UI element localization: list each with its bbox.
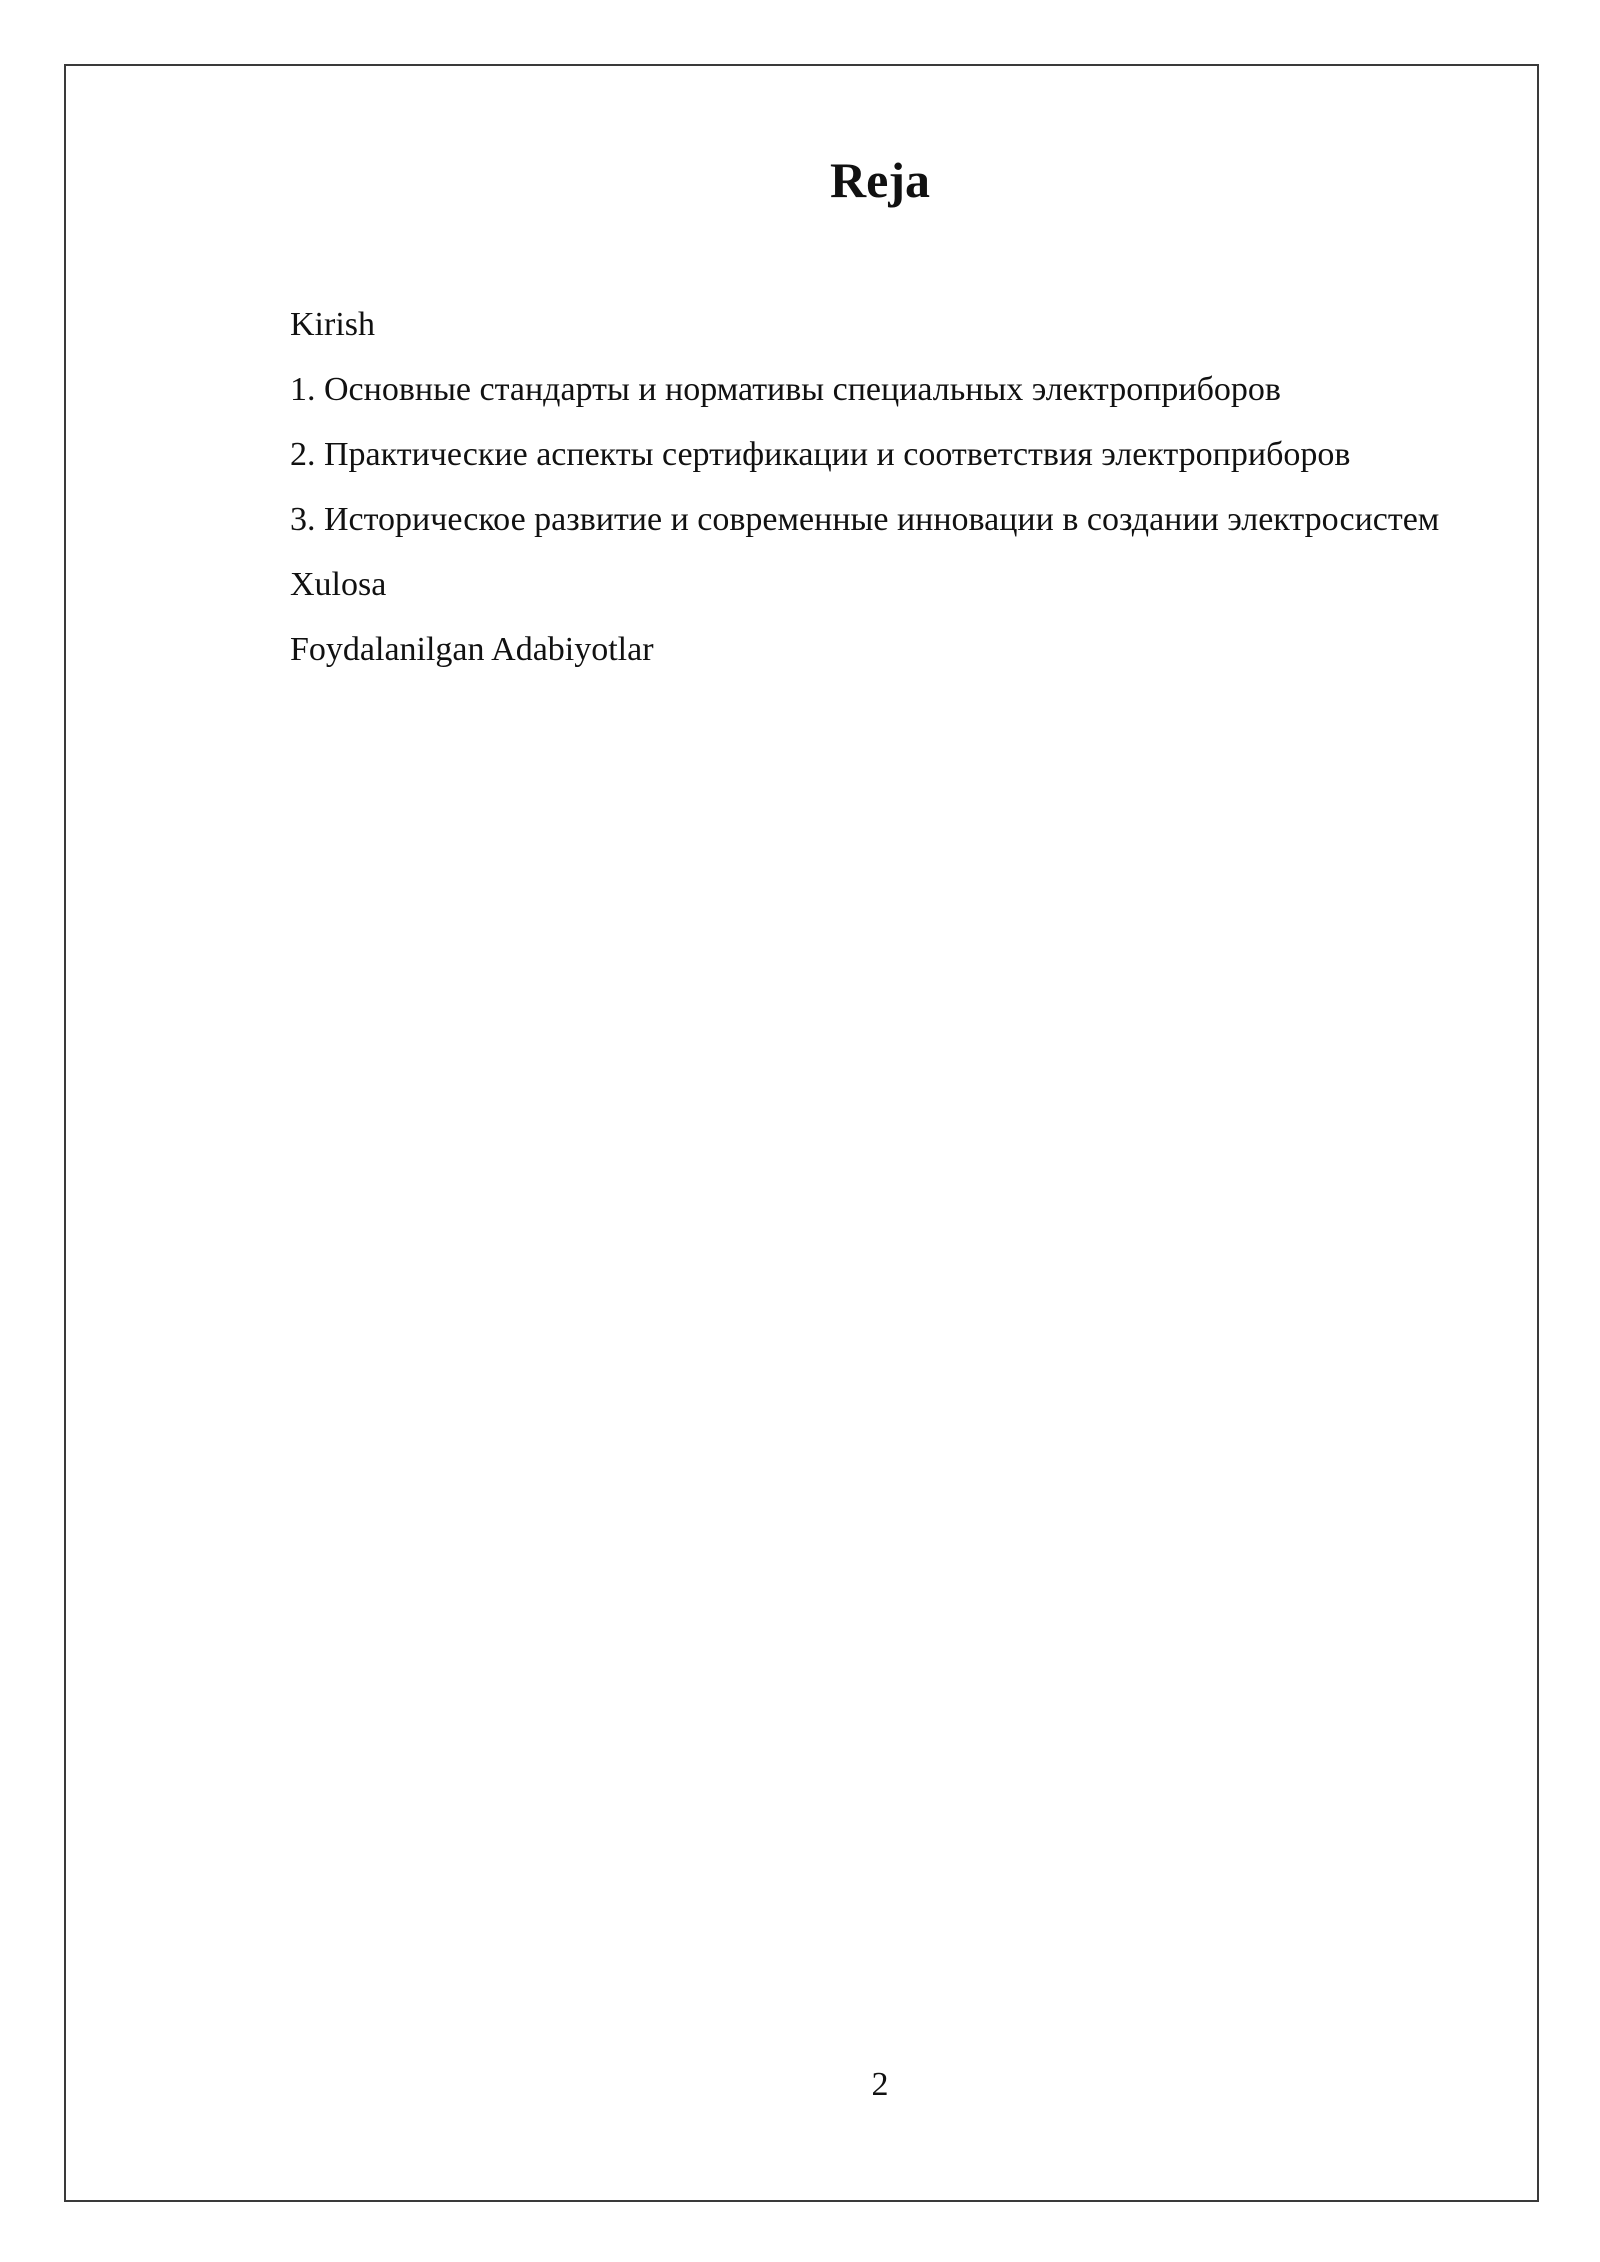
toc-item-introduction: Kirish	[290, 306, 375, 343]
toc-item-chapter-3: 3. Историческое развитие и современные инновации в создании электросистем	[290, 501, 1440, 538]
page-number: 2	[871, 2066, 889, 2103]
toc-item-chapter-1: 1. Основные стандарты и нормативы специальных электроприборов	[290, 371, 1281, 408]
table-of-contents	[228, 292, 1488, 682]
page-title: Reja	[830, 152, 930, 208]
toc-item-conclusion: Xulosa	[290, 566, 387, 603]
toc-item-references: Foydalanilgan Adabiyotlar	[290, 631, 654, 668]
toc-item-chapter-2: 2. Практические аспекты сертификации и соответствия электроприборов	[290, 436, 1351, 473]
